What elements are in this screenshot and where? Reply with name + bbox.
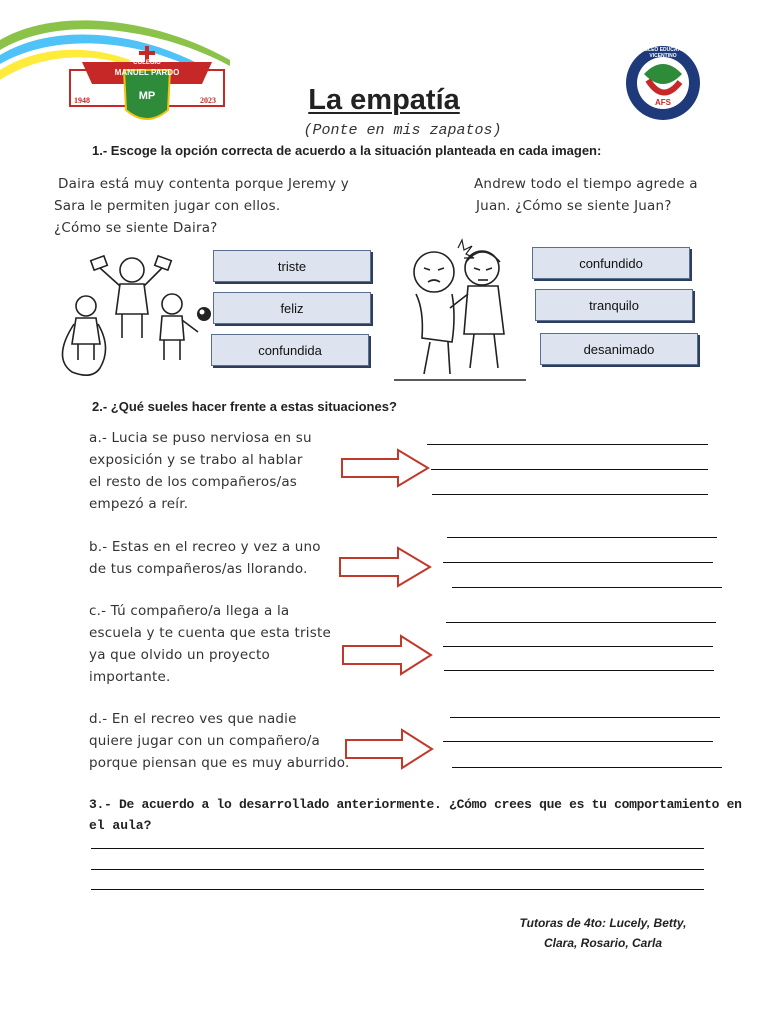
bullying-illustration: [394, 238, 526, 386]
vicentino-initials: AFS: [655, 98, 671, 107]
answer-line[interactable]: [431, 469, 708, 470]
answer-line[interactable]: [443, 646, 713, 647]
answer-line[interactable]: [452, 767, 722, 768]
answer-line[interactable]: [443, 741, 713, 742]
situation-c: c.- Tú compañero/a llega a la escuela y te cuenta que esta triste ya que olvido un proyecto importante.: [89, 603, 331, 685]
answer-line[interactable]: [432, 494, 708, 495]
arrow-icon: [344, 728, 436, 770]
answer-line[interactable]: [427, 444, 708, 445]
arrow-icon: [341, 634, 435, 676]
answer-line[interactable]: [444, 670, 714, 671]
school-name-line2: MANUEL PARDO: [114, 68, 180, 77]
answer-line[interactable]: [91, 869, 704, 870]
situation-a: a.- Lucia se puso nerviosa en su exposición y se trabo al hablar el resto de los compañeros/as empezó a reír.: [89, 430, 312, 512]
year-end: 2023: [200, 96, 216, 105]
option-feliz[interactable]: feliz: [213, 292, 371, 324]
section2-heading: 2.- ¿Qué sueles hacer frente a estas situaciones?: [92, 399, 397, 414]
year-start: 1948: [74, 96, 90, 105]
section1-heading: 1.- Escoge la opción correcta de acuerdo a la situación planteada en cada imagen:: [92, 143, 602, 158]
story-juan: Andrew todo el tiempo agrede a Juan. ¿Cómo se siente Juan?: [474, 176, 698, 214]
story-daira: Daira está muy contenta porque Jeremy y Sara le permiten jugar con ellos. ¿Cómo se siente Daira?: [54, 176, 349, 236]
situation-b: b.- Estas en el recreo y vez a uno de tus compañeros/as llorando.: [89, 539, 321, 577]
section3-heading: 3.- De acuerdo a lo desarrollado anteriormente. ¿Cómo crees que es tu comportamiento en el aula?: [89, 797, 742, 833]
answer-line[interactable]: [446, 622, 716, 623]
page-subtitle: (Ponte en mis zapatos): [303, 122, 502, 139]
answer-line[interactable]: [452, 587, 722, 588]
kids-playing-illustration: [52, 248, 212, 384]
arrow-icon: [338, 546, 434, 588]
school-name-line1: COLEGIO: [133, 60, 161, 66]
school-emblem: MP: [138, 90, 156, 102]
answer-line[interactable]: [443, 562, 713, 563]
option-tranquilo[interactable]: tranquilo: [535, 289, 693, 321]
option-confundida[interactable]: confundida: [211, 334, 369, 366]
answer-line[interactable]: [450, 717, 720, 718]
answer-line[interactable]: [447, 537, 717, 538]
page-title: La empatía: [308, 84, 460, 116]
option-triste[interactable]: triste: [213, 250, 371, 282]
arrow-icon: [340, 448, 432, 488]
vicentino-ring-text: NÚCLEO EDUCATIVO VICENTINO: [637, 47, 689, 59]
credits: Tutoras de 4to: Lucely, Betty, Clara, Rosario, Carla: [519, 916, 687, 950]
option-desanimado[interactable]: desanimado: [540, 333, 698, 365]
answer-line[interactable]: [91, 848, 704, 849]
situation-d: d.- En el recreo ves que nadie quiere jugar con un compañero/a porque piensan que es muy aburrido.: [89, 711, 350, 771]
answer-line[interactable]: [91, 889, 704, 890]
option-confundido[interactable]: confundido: [532, 247, 690, 279]
